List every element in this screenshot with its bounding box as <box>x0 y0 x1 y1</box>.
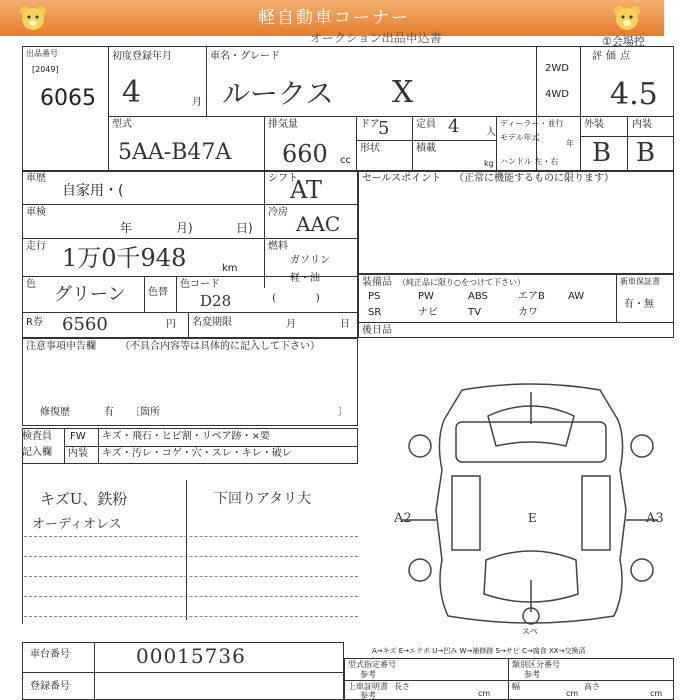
fuel-label: 燃料 <box>268 241 288 252</box>
interior-tag: 内装 <box>68 448 88 459</box>
category-label: 類別区分番号 <box>512 660 560 669</box>
name-change-day: 日 <box>340 319 350 330</box>
name-change-label: 名変期限 <box>192 317 232 328</box>
form-title: オークション出品申込書 <box>310 31 442 45</box>
first-reg-year: 4 <box>122 75 142 110</box>
shift-value: AT <box>290 176 323 204</box>
inspector-label2: 記入欄 <box>22 447 52 458</box>
sales-point-label: セールスポイント <box>362 173 442 184</box>
r-tax-value: 6560 <box>62 314 108 335</box>
inspection-year: 年 <box>120 221 133 235</box>
mileage-value: 1万0千948 <box>62 244 187 272</box>
cert-ref: 参考 <box>360 691 376 700</box>
equipment-item: TV <box>468 307 481 318</box>
inspection-day: 日) <box>236 221 253 235</box>
equipment-item: ナビ <box>418 307 438 318</box>
copy-badge: ①会場控 <box>602 35 645 48</box>
fuel-other: ( ) <box>272 293 320 304</box>
ac-label: 冷房 <box>268 207 288 218</box>
first-reg-label: 初度登録年月 <box>112 51 172 62</box>
warranty-label: 新車保証書 <box>620 277 660 286</box>
chassis-value: 00015736 <box>136 644 246 668</box>
repair-location: 〔箇所 <box>130 407 160 418</box>
color-code-value: D28 <box>200 292 232 310</box>
equipment-item: ABS <box>468 291 488 302</box>
fuel-diesel: 軽・油 <box>290 273 320 284</box>
car-damage-diagram <box>390 380 672 640</box>
name-change-month: 月 <box>286 319 296 330</box>
displacement-value: 660 <box>282 140 328 168</box>
diagram-a2: A2 <box>394 511 412 526</box>
lot-label: 出品番号 <box>26 49 58 58</box>
dealer-label: ディーラー・並行 <box>500 119 564 128</box>
width-label: 幅 <box>512 682 520 691</box>
equipment-item: PS <box>368 291 381 302</box>
remark-left-2: オーディオレス <box>32 517 122 532</box>
bear-mascot-icon <box>18 4 48 32</box>
r-tax-label: R券 <box>26 317 43 328</box>
doors-value: 5 <box>378 118 390 139</box>
registration-label: 登録番号 <box>30 681 70 692</box>
r-tax-unit: 円 <box>166 319 176 330</box>
capacity-label: 定員 <box>416 119 436 130</box>
mileage-label: 走行 <box>26 241 46 252</box>
notes-label: 注意事項申告欄 <box>26 341 96 352</box>
repair-label: 修復歴 <box>40 407 70 418</box>
color-change-label: 色替 <box>148 287 168 298</box>
sales-point-note: （正常に機能するものに限ります） <box>454 173 614 184</box>
car-name-label: 車名・グレード <box>210 51 280 62</box>
color-code-label: 色コード <box>180 279 220 290</box>
displacement-label: 排気量 <box>268 119 298 130</box>
color-label: 色 <box>26 279 36 290</box>
handle-label: ハンドル 左・右 <box>500 157 559 166</box>
repair-close: 〕 <box>338 407 348 418</box>
height-unit: cm <box>650 689 663 698</box>
lot-number: 6065 <box>40 86 96 111</box>
height-label: 高さ <box>584 682 600 691</box>
rating-value: 4.5 <box>610 77 658 112</box>
diagram-e: E <box>528 511 537 525</box>
diagram-bottom-label: スペ <box>522 627 538 636</box>
interior-options: キズ・汚レ・コゲ・穴・スレ・キレ・破レ <box>102 448 292 459</box>
equipment-item: PW <box>418 291 434 302</box>
drive-2wd: 2WD <box>545 63 569 74</box>
sales-point-box <box>358 170 674 274</box>
width-unit: cm <box>566 689 579 698</box>
history-value: 自家用・( <box>62 183 124 199</box>
damage-legend: A→キズ E→エクボ U→凹み W→補修跡 S→サビ C→腐食 XX→交換済 <box>372 647 586 655</box>
car-grade: X <box>392 75 414 110</box>
banner-title: 軽自動車コーナー <box>258 8 410 28</box>
inspection-label: 車検 <box>26 207 46 218</box>
history-label: 車歴 <box>26 173 46 184</box>
ac-value: AAC <box>296 212 341 236</box>
chassis-label: 車台番号 <box>30 649 70 660</box>
type-designation-label: 型式指定番号 <box>348 660 396 669</box>
cert-label: 上車証明書 <box>348 682 388 691</box>
rating-label: 評価点 <box>592 51 634 62</box>
ext-grade: B <box>592 138 612 168</box>
model-year-label: モデル年式 <box>500 133 540 142</box>
remark-right-1: 下回りアタリ大 <box>214 491 312 507</box>
lot-sub: [2049] <box>32 65 59 74</box>
drive-4wd: 4WD <box>545 89 569 100</box>
inspection-month: 月) <box>176 221 193 235</box>
capacity-value: 4 <box>448 116 460 137</box>
equipment-item: エアB <box>518 291 545 302</box>
first-reg-month-unit: 月 <box>192 97 202 108</box>
equipment-label: 装備品 <box>362 277 392 288</box>
repair-value: 有 <box>104 407 114 418</box>
int-grade: B <box>636 138 656 168</box>
inspector-label: 検査員 <box>22 431 52 442</box>
doors-label: ドア <box>360 119 380 130</box>
bear-mascot-icon <box>612 4 642 32</box>
equipment-item: カワ <box>518 307 538 318</box>
load-unit: kg <box>484 159 494 168</box>
shift-label: シフト <box>268 173 298 184</box>
length-unit: cm <box>478 689 491 698</box>
model-year-unit: 年 <box>566 139 574 148</box>
model-value: 5AA-B47A <box>118 140 232 165</box>
seat-label: 後日品 <box>362 325 392 336</box>
remark-left-1: キズU、鉄粉 <box>40 490 128 508</box>
category-ref: 参考 <box>524 670 540 679</box>
notes-hint: （不具合内容等は具体的に記入して下さい） <box>120 341 320 352</box>
warranty-value: 有・無 <box>624 299 654 310</box>
length-label: 長さ <box>394 682 410 691</box>
fw-options: キズ・飛石・ヒビ割・リペア跡・×要 <box>102 431 270 442</box>
ext-label: 外装 <box>584 119 604 130</box>
mileage-unit: km <box>222 263 238 274</box>
equipment-item: AW <box>568 291 585 302</box>
capacity-unit: 人 <box>486 127 496 138</box>
car-name: ルークス <box>222 77 334 110</box>
color-value: グリーン <box>54 284 126 305</box>
fuel-gas: ガソリン <box>290 255 330 266</box>
shape-label: 形状 <box>360 143 380 154</box>
int-label: 内装 <box>632 119 652 130</box>
diagram-a3: A3 <box>646 511 664 526</box>
equipment-item: SR <box>368 307 382 318</box>
fw-tag: FW <box>70 431 86 442</box>
type-designation-ref: 参考 <box>360 670 376 679</box>
model-label: 型式 <box>112 119 132 130</box>
equipment-note: （純正品に限り○をつけて下さい） <box>398 278 525 287</box>
load-label: 積載 <box>416 143 436 154</box>
displacement-unit: cc <box>340 155 351 166</box>
